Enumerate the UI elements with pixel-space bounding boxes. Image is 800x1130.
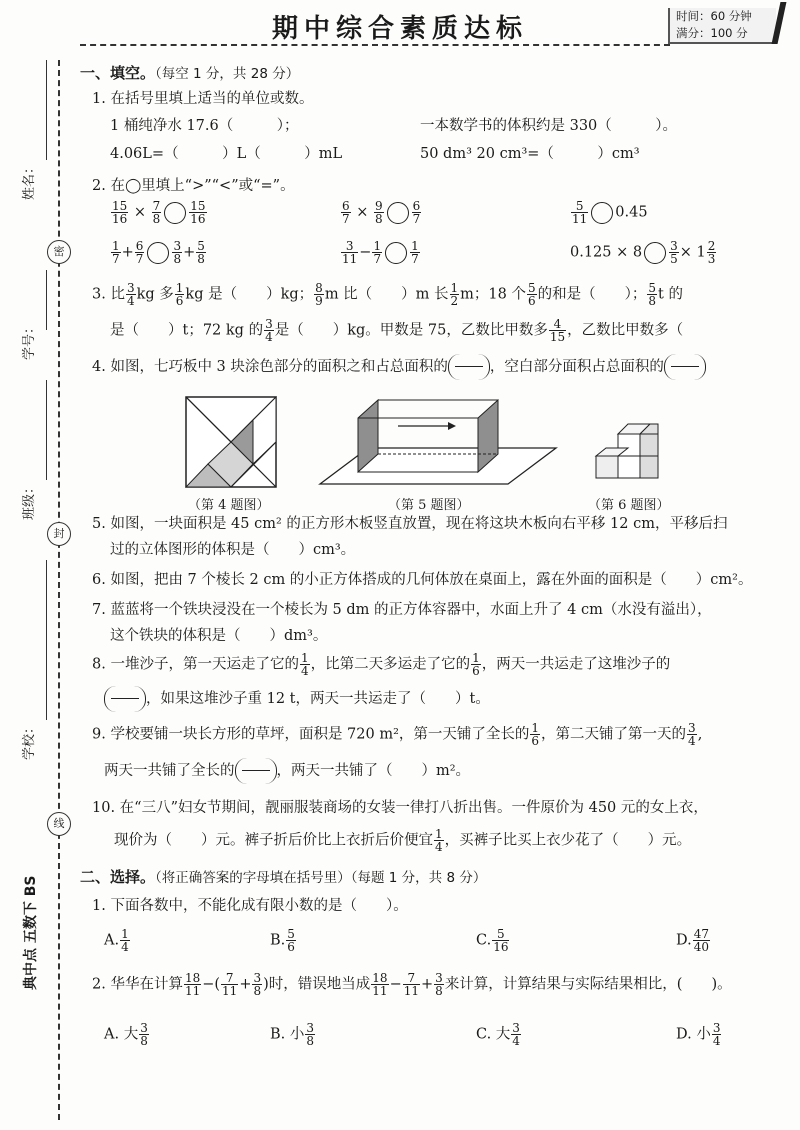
option-letter: D. bbox=[676, 932, 692, 949]
q3-text: ，乙数比甲数多（ bbox=[567, 322, 684, 339]
q1d: 50 dm³ 20 cm³=（ ）cm³ bbox=[420, 146, 640, 162]
seal-xian: 线 bbox=[47, 812, 71, 836]
q7-line1: 7. 蓝蓝将一个铁块浸没在一个棱长为 5 dm 的正方体容器中，水面上升了 4 cm（水没有溢出）， bbox=[92, 602, 712, 618]
student-id-label: 学号： bbox=[22, 320, 37, 360]
q3-text: m；18 个 bbox=[460, 286, 526, 303]
section1-title: 一、填空。 bbox=[80, 64, 156, 82]
seal-mi: 密 bbox=[47, 240, 71, 264]
q7-line2: 这个铁块的体积是（ ）dm³。 bbox=[110, 628, 328, 644]
q1b: 一本数学书的体积约是 330（ ）。 bbox=[420, 118, 678, 134]
board-figure bbox=[318, 388, 558, 492]
q2-row1-b: $\frac{6}{7}$ × $\frac{9}{8}$ $\frac{6}{7}$ bbox=[342, 199, 421, 226]
s2-q2-stem: 2. 华华在计算 $\frac{18}{11}$ −( $\frac{7}{11}$ + $\frac{3}{8}$ )时，错误地当成 $\frac{18}{11}$ − $\frac{7}{11}$ + $\frac{3}{8}$ 来计算，计算结果与实际结果相比，( )。 bbox=[92, 971, 732, 998]
name-label: 姓名： bbox=[22, 160, 37, 200]
time-score-box bbox=[668, 8, 776, 44]
option-letter: C. bbox=[476, 932, 492, 949]
option-letter: C. 大 bbox=[476, 1026, 511, 1043]
q3-text: 是（ ）t；72 kg 的 bbox=[110, 322, 264, 339]
q3-text: 的和是（ ）； bbox=[537, 286, 647, 303]
q3-line2: 是（ ）t；72 kg 的 $\frac{3}{4}$ 是（ ）kg。甲数是 75，乙数比甲数多 $\frac{4}{15}$ ，乙数比甲数多（ bbox=[110, 317, 684, 344]
q1-stem: 1. 在括号里填上适当的单位或数。 bbox=[92, 91, 314, 107]
q8-text: ，两天一共运走了这堆沙子的 bbox=[481, 656, 671, 673]
binding-line bbox=[58, 60, 60, 1120]
id-blank bbox=[46, 270, 47, 330]
q2-stem: 2. 在◯里填上“>”“<”或“=”。 bbox=[92, 178, 295, 194]
figure5-caption: （第 5 题图） bbox=[388, 498, 470, 513]
class-label: 班级： bbox=[22, 480, 37, 520]
q-text: 2. 华华在计算 bbox=[92, 976, 183, 993]
q2-row1-a: $\frac{15}{16}$ × $\frac{7}{8}$ $\frac{15}{16}$ bbox=[112, 199, 206, 226]
q9-text: ，第二天铺了第一天的 bbox=[541, 726, 687, 743]
school-blank bbox=[46, 560, 47, 720]
q8-text: ，如果这堆沙子重 12 t，两天一共运走了（ ）t。 bbox=[146, 691, 490, 707]
section1-note: （每空 1 分，共 28 分） bbox=[155, 66, 300, 82]
time-limit: 时间：60 分钟 bbox=[676, 9, 752, 23]
fraction-blank[interactable] bbox=[448, 354, 490, 380]
q5-line1: 5. 如图，一块面积是 45 cm² 的正方形木板竖直放置，现在将这块木板向右平移 12 cm，平移后扫 bbox=[92, 516, 728, 532]
compare-circle[interactable] bbox=[385, 242, 407, 264]
q1c: 4.06L=（ ）L（ ）mL bbox=[110, 146, 343, 162]
s2-q1-option-c[interactable]: C. $\frac{5}{16}$ bbox=[476, 927, 509, 954]
q3-text: 3. 比 bbox=[92, 286, 125, 303]
compare-circle[interactable] bbox=[591, 202, 613, 224]
section2-note: （将正确答案的字母填在括号里）（每题 1 分，共 8 分） bbox=[155, 870, 487, 886]
q3-text: kg 多 bbox=[136, 286, 174, 303]
q5-line2: 过的立体图形的体积是（ ）cm³。 bbox=[110, 542, 356, 558]
tangram-figure bbox=[185, 396, 277, 488]
q2-row1-c: $\frac{5}{11}$ 0.45 bbox=[572, 199, 648, 226]
q3-text: 是（ ）kg。甲数是 75，乙数比甲数多 bbox=[274, 322, 548, 339]
compare-circle[interactable] bbox=[147, 242, 169, 264]
q9-text: 两天一共铺了全长的 bbox=[104, 763, 235, 779]
q2-row2-a: $\frac{1}{7}$ + $\frac{6}{7}$ $\frac{3}{8}$ + $\frac{5}{8}$ bbox=[112, 239, 205, 266]
fraction-blank[interactable] bbox=[664, 354, 706, 380]
class-blank bbox=[46, 380, 47, 480]
full-score: 满分：100 分 bbox=[676, 26, 748, 40]
page-title: 期中综合素质达标 bbox=[271, 14, 528, 44]
q-text: 时，错误地当成 bbox=[268, 976, 371, 993]
q10-text: 现价为（ ）元。裤子折后价比上衣折后价便宜 bbox=[114, 832, 433, 849]
q4-line bbox=[92, 354, 706, 380]
q9-text: 9. 学校要铺一块长方形的草坪，面积是 720 m²，第一天铺了全长的 bbox=[92, 726, 530, 743]
q10-text: ，买裤子比买上衣少花了（ ）元。 bbox=[444, 832, 692, 849]
s2-q2-option-d[interactable]: D. 小 $\frac{3}{4}$ bbox=[676, 1021, 721, 1048]
q1a: 1 桶纯净水 17.6（ ）； bbox=[110, 118, 299, 134]
s2-q1-option-a[interactable]: A. $\frac{1}{4}$ bbox=[104, 927, 129, 954]
q-text: 来计算，计算结果与实际结果相比，( )。 bbox=[444, 976, 732, 993]
section2-heading bbox=[80, 866, 486, 887]
name-blank bbox=[46, 60, 47, 160]
option-letter: A. bbox=[104, 932, 120, 949]
header-divider bbox=[80, 44, 670, 46]
s2-q2-option-a[interactable]: A. 大 $\frac{3}{8}$ bbox=[104, 1021, 148, 1048]
q3-text: kg 是（ ）kg； bbox=[185, 286, 314, 303]
section1-heading bbox=[80, 62, 299, 83]
brand-label: 典中点 五数下 BS bbox=[23, 875, 39, 990]
q8-line1: 8. 一堆沙子，第一天运走了它的 $\frac{1}{4}$ ，比第二天多运走了它的 $\frac{1}{6}$ ，两天一共运走了这堆沙子的 bbox=[92, 651, 671, 678]
q9-line2 bbox=[104, 758, 470, 784]
q9-line1: 9. 学校要铺一块长方形的草坪，面积是 720 m²，第一天铺了全长的 $\frac{1}{6}$ ，第二天铺了第一天的 $\frac{3}{4}$ , bbox=[92, 721, 703, 748]
q9-text: ，两天一共铺了（ ）m²。 bbox=[276, 763, 471, 779]
fraction-blank[interactable] bbox=[235, 758, 277, 784]
q2-row2-c: 0.125 × 8 $\frac{3}{5}$ × 1 $\frac{2}{3}$ bbox=[570, 239, 716, 266]
s2-q1-option-d[interactable]: D. $\frac{47}{40}$ bbox=[676, 927, 709, 954]
q10-line1: 10. 在“三八”妇女节期间，靓丽服装商场的女装一律打八折出售。一件原价为 450 元的女上衣， bbox=[92, 800, 708, 816]
s2-q2-option-b[interactable]: B. 小 $\frac{3}{8}$ bbox=[270, 1021, 315, 1048]
s2-q1-option-b[interactable]: B. $\frac{5}{6}$ bbox=[270, 927, 295, 954]
s2-q2-option-c[interactable]: C. 大 $\frac{3}{4}$ bbox=[476, 1021, 520, 1048]
q6-line: 6. 如图，把由 7 个棱长 2 cm 的小正方体搭成的几何体放在桌面上，露在外面的面积是（ ）cm²。 bbox=[92, 572, 753, 588]
option-letter: B. 小 bbox=[270, 1026, 305, 1043]
school-label: 学校： bbox=[22, 720, 37, 760]
q4-text: 4. 如图，七巧板中 3 块涂色部分的面积之和占总面积的 bbox=[92, 359, 448, 375]
q8-text: 8. 一堆沙子，第一天运走了它的 bbox=[92, 656, 299, 673]
q3-text: m 比（ ）m 长 bbox=[324, 286, 449, 303]
q4-text: ，空白部分面积占总面积的 bbox=[489, 359, 664, 375]
cubes-figure bbox=[592, 410, 670, 488]
q8-line2 bbox=[104, 686, 490, 712]
figure6-caption: （第 6 题图） bbox=[588, 498, 670, 513]
figure4-caption: （第 4 题图） bbox=[188, 498, 270, 513]
compare-circle[interactable] bbox=[164, 202, 186, 224]
option-letter: D. 小 bbox=[676, 1026, 711, 1043]
fraction-blank[interactable] bbox=[104, 686, 146, 712]
s2-q1-stem: 1. 下面各数中，不能化成有限小数的是（ ）。 bbox=[92, 898, 408, 914]
option-letter: A. 大 bbox=[104, 1026, 139, 1043]
section2-title: 二、选择。 bbox=[80, 868, 156, 886]
q10-line2: 现价为（ ）元。裤子折后价比上衣折后价便宜 $\frac{1}{4}$ ，买裤子比买上衣少花了（ ）元。 bbox=[114, 827, 692, 854]
q3-text: t 的 bbox=[658, 286, 683, 303]
q3-line1: 3. 比 $\frac{3}{4}$ kg 多 $\frac{1}{6}$ kg 是（ ）kg； $\frac{8}{9}$ m 比（ ）m 长 $\frac{1}{2}$ m；18 个 $\frac{5}{6}$ 的和是（ ）； $\frac{5}{8}$ t 的 bbox=[92, 281, 683, 308]
q8-text: ，比第二天多运走了它的 bbox=[310, 656, 471, 673]
option-letter: B. bbox=[270, 932, 286, 949]
compare-circle[interactable] bbox=[644, 242, 666, 264]
compare-circle[interactable] bbox=[387, 202, 409, 224]
q2-row2-b: $\frac{3}{11}$ − $\frac{1}{7}$ $\frac{1}{7}$ bbox=[342, 239, 419, 266]
seal-feng: 封 bbox=[47, 522, 71, 546]
